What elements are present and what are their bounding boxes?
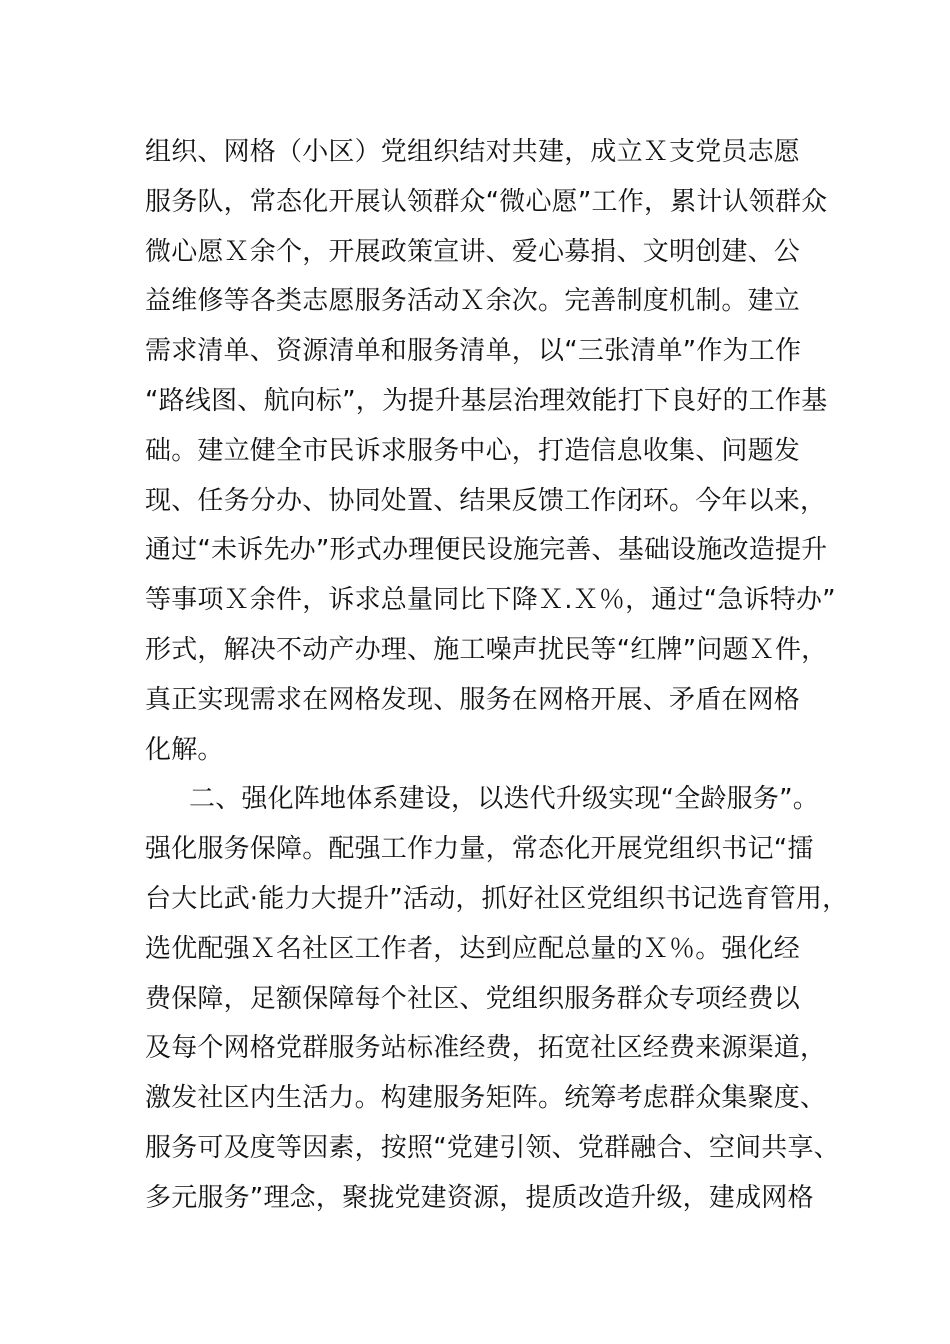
- text-line: 激发社区内生活力。构建服务矩阵。统筹考虑群众集聚度、: [145, 1083, 827, 1114]
- text-line: 台大比武·能力大提升”活动，抓好社区党组织书记选育管用，: [145, 883, 849, 914]
- text-line: 等事项Ｘ余件，诉求总量同比下降Ｘ.Ｘ％，通过“急诉特办”: [145, 585, 836, 616]
- text-line: 真正实现需求在网格发现、服务在网格开展、矛盾在网格: [145, 684, 801, 715]
- text-line: 服务队，常态化开展认领群众“微心愿”工作，累计认领群众: [145, 186, 828, 217]
- text-line: 础。建立健全市民诉求服务中心，打造信息收集、问题发: [145, 435, 801, 466]
- text-line: 形式，解决不动产办理、施工噪声扰民等“红牌”问题Ｘ件，: [145, 634, 828, 665]
- text-line: 化解。: [145, 734, 224, 765]
- text-line: 选优配强Ｘ名社区工作者，达到应配总量的Ｘ％。强化经: [145, 933, 801, 964]
- text-line: 益维修等各类志愿服务活动Ｘ余次。完善制度机制。建立: [145, 286, 801, 317]
- text-line: 多元服务”理念，聚拢党建资源，提质改造升级，建成网格: [145, 1182, 814, 1213]
- text-line: 强化服务保障。配强工作力量，常态化开展党组织书记“擂: [145, 834, 814, 865]
- text-line: 通过“未诉先办”形式办理便民设施完善、基础设施改造提升: [145, 535, 828, 566]
- text-line: 费保障，足额保障每个社区、党组织服务群众专项经费以: [145, 983, 801, 1014]
- text-line: 及每个网格党群服务站标准经费，拓宽社区经费来源渠道，: [145, 1033, 827, 1064]
- text-line: 服务可及度等因素，按照“党建引领、党群融合、空间共享、: [145, 1132, 840, 1163]
- text-line: “路线图、航向标”，为提升基层治理效能打下良好的工作基: [145, 385, 828, 416]
- text-line: 现、任务分办、协同处置、结果反馈工作闭环。今年以来，: [145, 485, 827, 516]
- text-line: 组织、网格（小区）党组织结对共建，成立Ｘ支党员志愿: [145, 137, 801, 167]
- section-heading: 二、强化阵地体系建设，以迭代升级实现“全龄服务”。: [189, 784, 819, 815]
- body-text: [145, 128, 849, 1224]
- text-line: 微心愿Ｘ余个，开展政策宣讲、爱心募捐、文明创建、公: [145, 236, 801, 267]
- text-line: 需求清单、资源清单和服务清单，以“三张清单”作为工作: [145, 336, 802, 367]
